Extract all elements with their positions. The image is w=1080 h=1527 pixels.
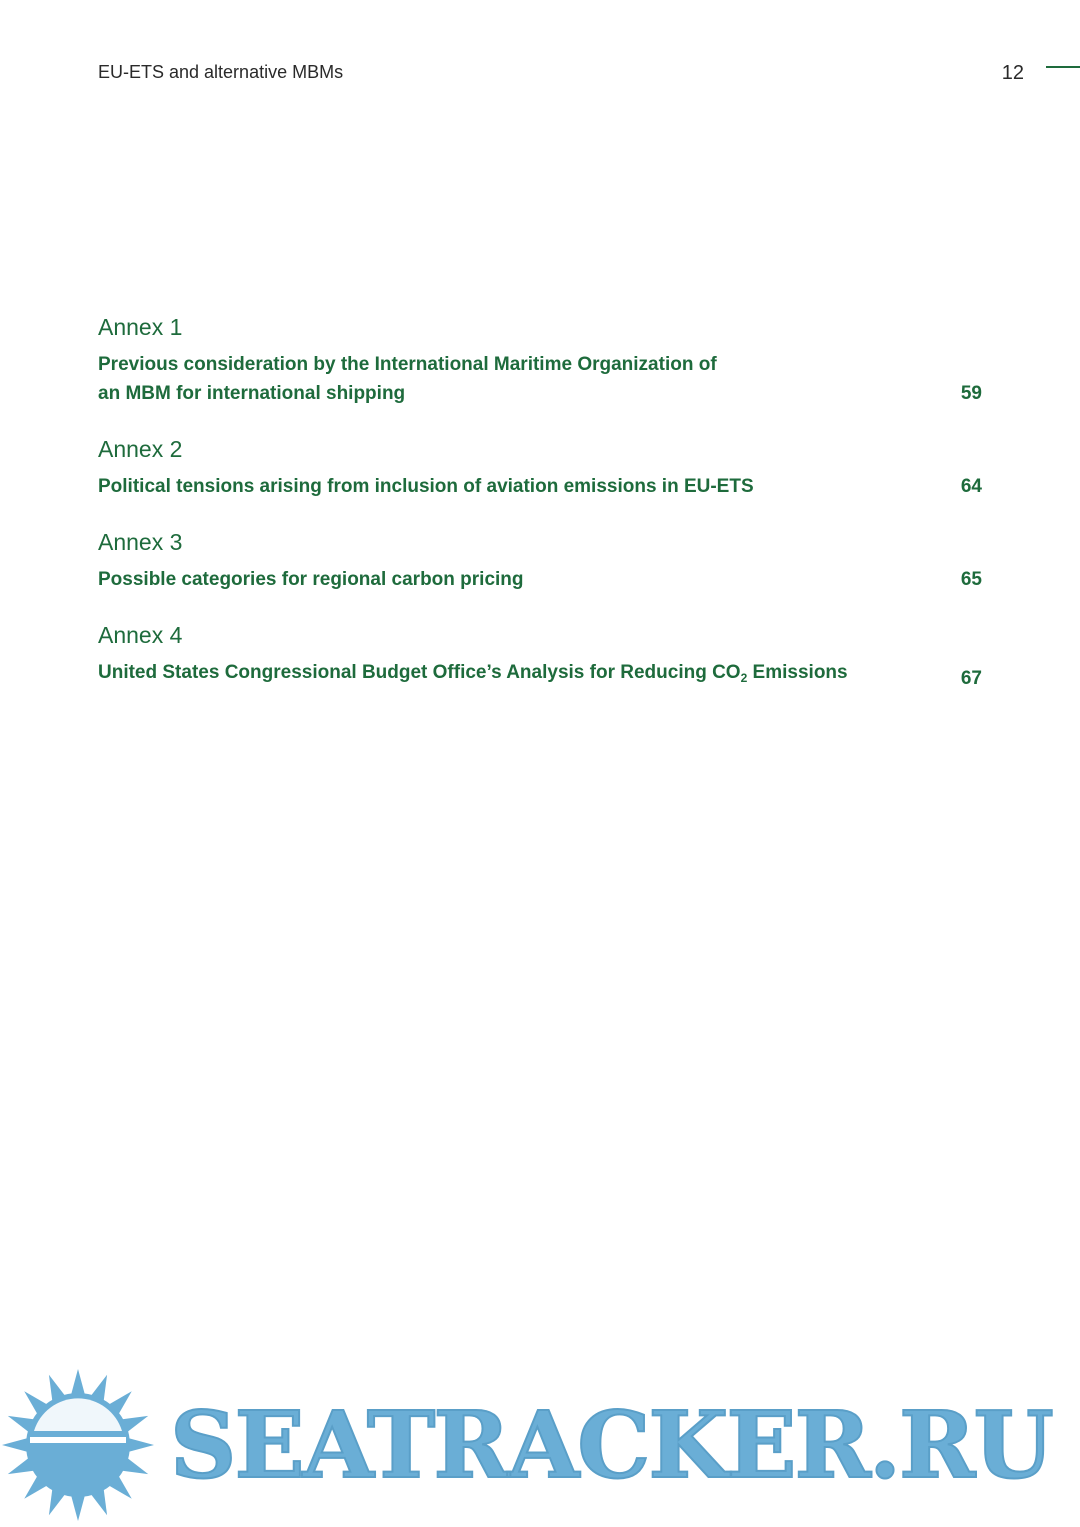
entry-page-number: 65: [960, 569, 982, 590]
annex-heading: Annex 1: [98, 314, 183, 340]
table-of-contents: [98, 312, 982, 719]
annex-heading: Annex 3: [98, 529, 183, 555]
annex-heading: Annex 2: [98, 436, 183, 462]
entry-page-number: 67: [960, 668, 982, 689]
header-title: EU-ETS and alternative MBMs: [98, 62, 344, 82]
toc-entry-annex-1[interactable]: [98, 312, 982, 408]
entry-title-line: Previous consideration by the International Maritime Organization of: [98, 354, 717, 375]
page-rule: [1046, 66, 1080, 68]
entry-title: Possible categories for regional carbon pricing: [98, 569, 524, 590]
entry-title-text: Emissions: [747, 662, 848, 683]
toc-entry-annex-3[interactable]: [98, 527, 982, 594]
annex-heading: Annex 4: [98, 622, 183, 648]
entry-title: Political tensions arising from inclusion of aviation emissions in EU-ETS: [98, 476, 754, 497]
entry-title-text: United States Congressional Budget Office’s Analysis for Reducing CO: [98, 662, 741, 683]
watermark-text: SEATRACKER.RU: [170, 1391, 1052, 1499]
toc-entry-annex-2[interactable]: [98, 434, 982, 501]
entry-page-number: 64: [960, 476, 982, 497]
entry-title-line: an MBM for international shipping: [98, 383, 406, 404]
entry-title: [98, 658, 848, 693]
entry-title: [98, 350, 717, 408]
subscript: 2: [740, 671, 748, 685]
toc-entry-annex-4[interactable]: [98, 620, 982, 693]
page-number: 12: [1001, 62, 1024, 84]
entry-page-number: 59: [960, 383, 982, 404]
